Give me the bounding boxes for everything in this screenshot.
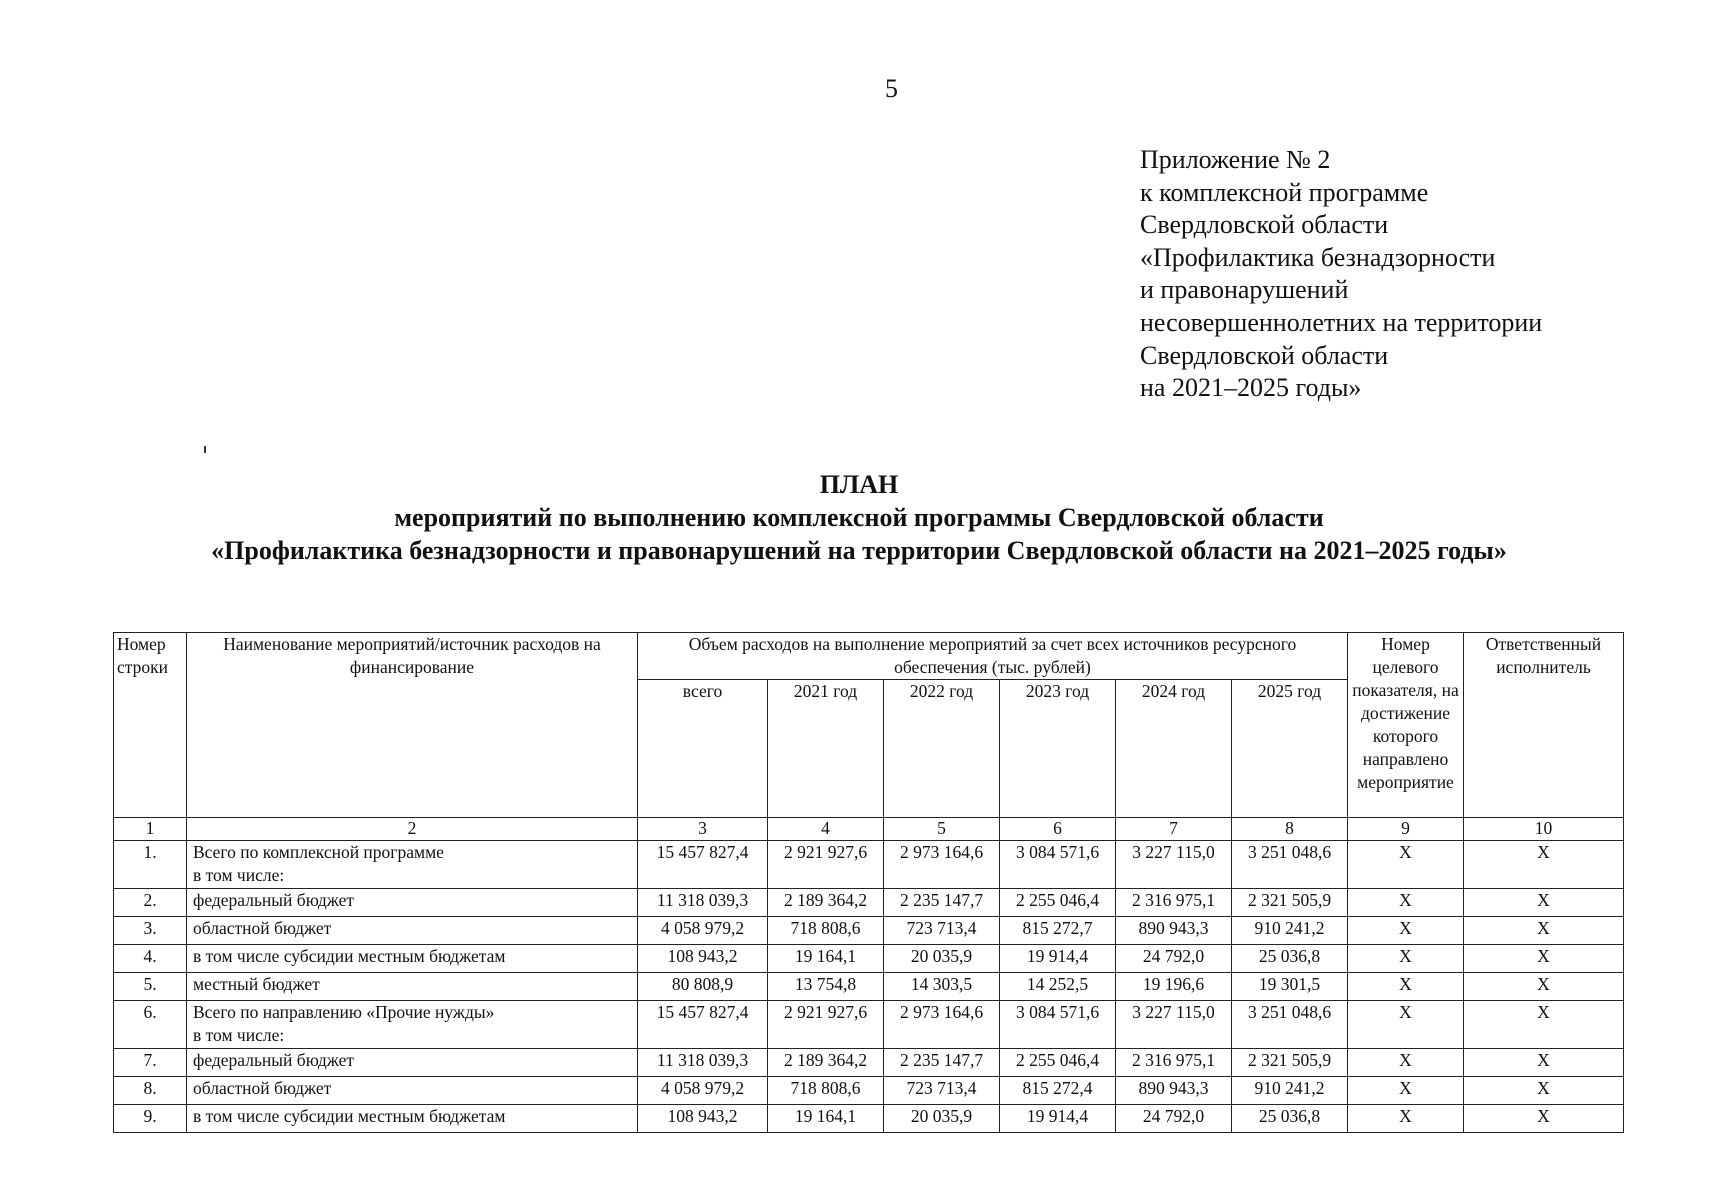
amount-cell: 2 189 364,2	[768, 1049, 884, 1077]
plan-table	[113, 632, 1624, 1133]
amount-cell: 2 321 505,9	[1232, 889, 1348, 917]
item-name: местный бюджет	[193, 974, 320, 994]
amount-cell: 14 303,5	[884, 973, 1000, 1001]
executor-cell: Х	[1464, 1049, 1624, 1077]
column-number: 7	[1116, 818, 1232, 841]
amount-cell: 2 921 927,6	[768, 841, 884, 889]
item-name: областной бюджет	[193, 1078, 332, 1098]
amount-cell: 19 164,1	[768, 1105, 884, 1133]
appendix-line: на 2021–2025 годы»	[1140, 373, 1362, 403]
scan-mark	[204, 446, 206, 453]
column-number-row	[114, 818, 1624, 841]
amount-cell: 2 235 147,7	[884, 1049, 1000, 1077]
heading-program-name: «Профилактика безнадзорности и правонарушений на территории Свердловской области на 2021–2025 годы»	[211, 536, 1507, 565]
amount-cell: 2 921 927,6	[768, 1001, 884, 1049]
amount-cell: 815 272,4	[1000, 1077, 1116, 1105]
item-name: Всего по комплексной программе	[193, 842, 444, 862]
item-name-cell	[187, 1105, 638, 1133]
table-row	[114, 1105, 1624, 1133]
header-year-2023: 2023 год	[1000, 680, 1116, 818]
item-name: в том числе субсидии местным бюджетам	[193, 1106, 506, 1126]
item-name: федеральный бюджет	[193, 1050, 355, 1070]
amount-cell: 2 321 505,9	[1232, 1049, 1348, 1077]
amount-cell: 14 252,5	[1000, 973, 1116, 1001]
amount-cell: 2 255 046,4	[1000, 1049, 1116, 1077]
item-name: федеральный бюджет	[193, 890, 355, 910]
amount-cell: 910 241,2	[1232, 1077, 1348, 1105]
table-row	[114, 973, 1624, 1001]
amount-cell: 13 754,8	[768, 973, 884, 1001]
row-number-cell: 2.	[114, 889, 187, 917]
header-year-2021: 2021 год	[768, 680, 884, 818]
amount-cell: 3 084 571,6	[1000, 1001, 1116, 1049]
amount-cell: 19 301,5	[1232, 973, 1348, 1001]
header-year-2022: 2022 год	[884, 680, 1000, 818]
amount-cell: 3 251 048,6	[1232, 1001, 1348, 1049]
target-indicator-cell: Х	[1348, 1049, 1464, 1077]
heading-title: ПЛАН	[819, 470, 899, 499]
amount-cell: 3 251 048,6	[1232, 841, 1348, 889]
amount-cell: 723 713,4	[884, 917, 1000, 945]
header-row-number: Номер строки	[114, 633, 187, 818]
column-number: 8	[1232, 818, 1348, 841]
item-name-cell	[187, 889, 638, 917]
row-number-cell: 6.	[114, 1001, 187, 1049]
item-name-cell	[187, 1049, 638, 1077]
amount-cell: 15 457 827,4	[638, 841, 768, 889]
amount-cell: 3 227 115,0	[1116, 1001, 1232, 1049]
executor-cell: Х	[1464, 1105, 1624, 1133]
amount-cell: 890 943,3	[1116, 1077, 1232, 1105]
appendix-line: Приложение № 2	[1140, 145, 1331, 174]
item-name-note: в том числе:	[193, 1025, 285, 1045]
column-number: 2	[187, 818, 638, 841]
executor-cell: Х	[1464, 1001, 1624, 1049]
amount-cell: 2 973 164,6	[884, 1001, 1000, 1049]
item-name-cell	[187, 841, 638, 889]
item-name-cell	[187, 917, 638, 945]
document-heading	[0, 468, 1711, 567]
column-number: 4	[768, 818, 884, 841]
row-number-cell: 5.	[114, 973, 187, 1001]
amount-cell: 4 058 979,2	[638, 1077, 768, 1105]
executor-cell: Х	[1464, 889, 1624, 917]
target-indicator-cell: Х	[1348, 889, 1464, 917]
column-number: 1	[114, 818, 187, 841]
amount-cell: 11 318 039,3	[638, 1049, 768, 1077]
amount-cell: 80 808,9	[638, 973, 768, 1001]
target-indicator-cell: Х	[1348, 1077, 1464, 1105]
heading-subtitle: мероприятий по выполнению комплексной программы Свердловской области	[394, 503, 1324, 532]
item-name: областной бюджет	[193, 918, 332, 938]
appendix-line: Свердловской области	[1140, 210, 1389, 240]
amount-cell: 20 035,9	[884, 945, 1000, 973]
amount-cell: 2 255 046,4	[1000, 889, 1116, 917]
item-name: Всего по направлению «Прочие нужды»	[193, 1002, 495, 1022]
amount-cell: 24 792,0	[1116, 945, 1232, 973]
table-row	[114, 1001, 1624, 1049]
row-number-cell: 9.	[114, 1105, 187, 1133]
item-name-cell	[187, 973, 638, 1001]
target-indicator-cell: Х	[1348, 917, 1464, 945]
table-row	[114, 1049, 1624, 1077]
appendix-note	[1140, 144, 1542, 405]
header-total: всего	[638, 680, 768, 818]
table-row	[114, 1077, 1624, 1105]
executor-cell: Х	[1464, 917, 1624, 945]
amount-cell: 723 713,4	[884, 1077, 1000, 1105]
row-number-cell: 3.	[114, 917, 187, 945]
column-number: 3	[638, 818, 768, 841]
amount-cell: 15 457 827,4	[638, 1001, 768, 1049]
row-number-cell: 8.	[114, 1077, 187, 1105]
amount-cell: 718 808,6	[768, 1077, 884, 1105]
amount-cell: 3 084 571,6	[1000, 841, 1116, 889]
executor-cell: Х	[1464, 973, 1624, 1001]
amount-cell: 108 943,2	[638, 1105, 768, 1133]
amount-cell: 108 943,2	[638, 945, 768, 973]
target-indicator-cell: Х	[1348, 841, 1464, 889]
column-number: 5	[884, 818, 1000, 841]
amount-cell: 20 035,9	[884, 1105, 1000, 1133]
executor-cell: Х	[1464, 945, 1624, 973]
amount-cell: 19 196,6	[1116, 973, 1232, 1001]
amount-cell: 4 058 979,2	[638, 917, 768, 945]
row-number-cell: 1.	[114, 841, 187, 889]
amount-cell: 19 914,4	[1000, 1105, 1116, 1133]
target-indicator-cell: Х	[1348, 945, 1464, 973]
amount-cell: 25 036,8	[1232, 945, 1348, 973]
amount-cell: 24 792,0	[1116, 1105, 1232, 1133]
table-row	[114, 889, 1624, 917]
target-indicator-cell: Х	[1348, 1001, 1464, 1049]
amount-cell: 718 808,6	[768, 917, 884, 945]
column-number: 6	[1000, 818, 1116, 841]
amount-cell: 19 164,1	[768, 945, 884, 973]
amount-cell: 910 241,2	[1232, 917, 1348, 945]
executor-cell: Х	[1464, 841, 1624, 889]
header-target-indicator: Номер целевого показателя, на достижение которого направлено мероприятие	[1348, 633, 1464, 818]
item-name: в том числе субсидии местным бюджетам	[193, 946, 506, 966]
amount-cell: 2 973 164,6	[884, 841, 1000, 889]
item-name-note: в том числе:	[193, 865, 285, 885]
table-row	[114, 841, 1624, 889]
page-number: 5	[885, 74, 898, 103]
amount-cell: 3 227 115,0	[1116, 841, 1232, 889]
row-number-cell: 4.	[114, 945, 187, 973]
amount-cell: 19 914,4	[1000, 945, 1116, 973]
appendix-line: несовершеннолетних на территории	[1140, 307, 1543, 337]
column-number: 9	[1348, 818, 1464, 841]
amount-cell: 2 316 975,1	[1116, 1049, 1232, 1077]
amount-cell: 2 235 147,7	[884, 889, 1000, 917]
header-name: Наименование мероприятий/источник расходов на финансирование	[187, 633, 638, 818]
amount-cell: 815 272,7	[1000, 917, 1116, 945]
amount-cell: 25 036,8	[1232, 1105, 1348, 1133]
header-executor: Ответственный исполнитель	[1464, 633, 1624, 818]
amount-cell: 2 316 975,1	[1116, 889, 1232, 917]
item-name-cell	[187, 1001, 638, 1049]
header-year-2024: 2024 год	[1116, 680, 1232, 818]
target-indicator-cell: Х	[1348, 1105, 1464, 1133]
table-row	[114, 945, 1624, 973]
table-row	[114, 917, 1624, 945]
appendix-line: и правонарушений	[1140, 275, 1349, 305]
amount-cell: 11 318 039,3	[638, 889, 768, 917]
item-name-cell	[187, 1077, 638, 1105]
header-year-2025: 2025 год	[1232, 680, 1348, 818]
target-indicator-cell: Х	[1348, 973, 1464, 1001]
appendix-line: Свердловской области	[1140, 340, 1389, 370]
item-name-cell	[187, 945, 638, 973]
column-number: 10	[1464, 818, 1624, 841]
amount-cell: 890 943,3	[1116, 917, 1232, 945]
executor-cell: Х	[1464, 1077, 1624, 1105]
appendix-line: «Профилактика безнадзорности	[1140, 242, 1496, 272]
header-volume: Объем расходов на выполнение мероприятий за счет всех источников ресурсного обеспечения (тыс. рублей)	[638, 633, 1348, 680]
amount-cell: 2 189 364,2	[768, 889, 884, 917]
row-number-cell: 7.	[114, 1049, 187, 1077]
appendix-line: к комплексной программе	[1140, 177, 1429, 207]
